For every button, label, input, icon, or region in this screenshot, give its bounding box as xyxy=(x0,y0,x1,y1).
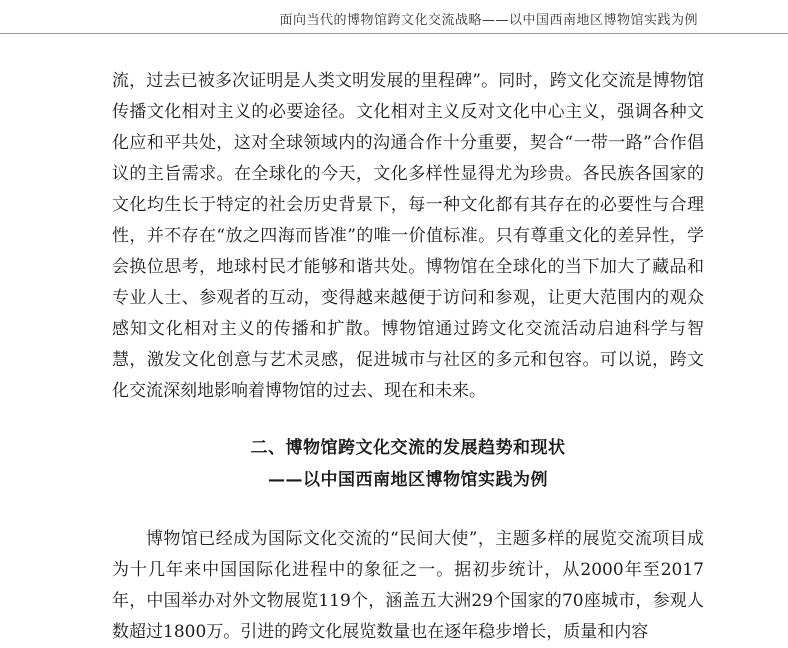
running-header: 面向当代的博物馆跨文化交流战略——以中国西南地区博物馆实践为例 xyxy=(279,13,698,28)
section-heading-subtitle: ——以中国西南地区博物馆实践为例 xyxy=(268,470,548,490)
section-heading-title: 二、博物馆跨文化交流的发展趋势和现状 xyxy=(250,438,566,458)
header-rule xyxy=(0,33,788,34)
body-paragraph-1: 流，过去已被多次证明是人类文明发展的里程碑”。同时，跨文化交流是博物馆传播文化相对主义的必要途径。文化相对主义反对文化中心主义，强调各种文化应和平共处，这对全球领域内的沟通合作十分重要，契合“一带一路”合作倡议的主旨需求。在全球化的今天，文化多样性显得尤为珍贵。各民族各国家的文化均生长于特定的社会历史背景下，每一种文化都有其存在的必要性与合理性，并不存在“放之四海而皆准”的唯一价值标准。只有尊重文化的差异性，学会换位思考，地球村民才能够和谐共处。博物馆在全球化的当下加大了藏品和专业人士、参观者的互动，变得越来越便于访问和参观，让更大范围内的观众感知文化相对主义的传播和扩散。博物馆通过跨文化交流活动启迪科学与智慧，激发文化创意与艺术灵感，促进城市与社区的多元和包容。可以说，跨文化交流深刻地影响着博物馆的过去、现在和未来。 xyxy=(112,71,704,401)
body-paragraph-2: 博物馆已经成为国际文化交流的“民间大使”，主题多样的展览交流项目成为十几年来中国国际化进程中的象征之一。据初步统计，从2000年至2017年，中国举办对外文物展览119个，涵盖五大洲29个国家的70座城市，参观人数超过1800万。引进的跨文化展览数量也在逐年稳步增长，质量和内容 xyxy=(112,529,704,642)
